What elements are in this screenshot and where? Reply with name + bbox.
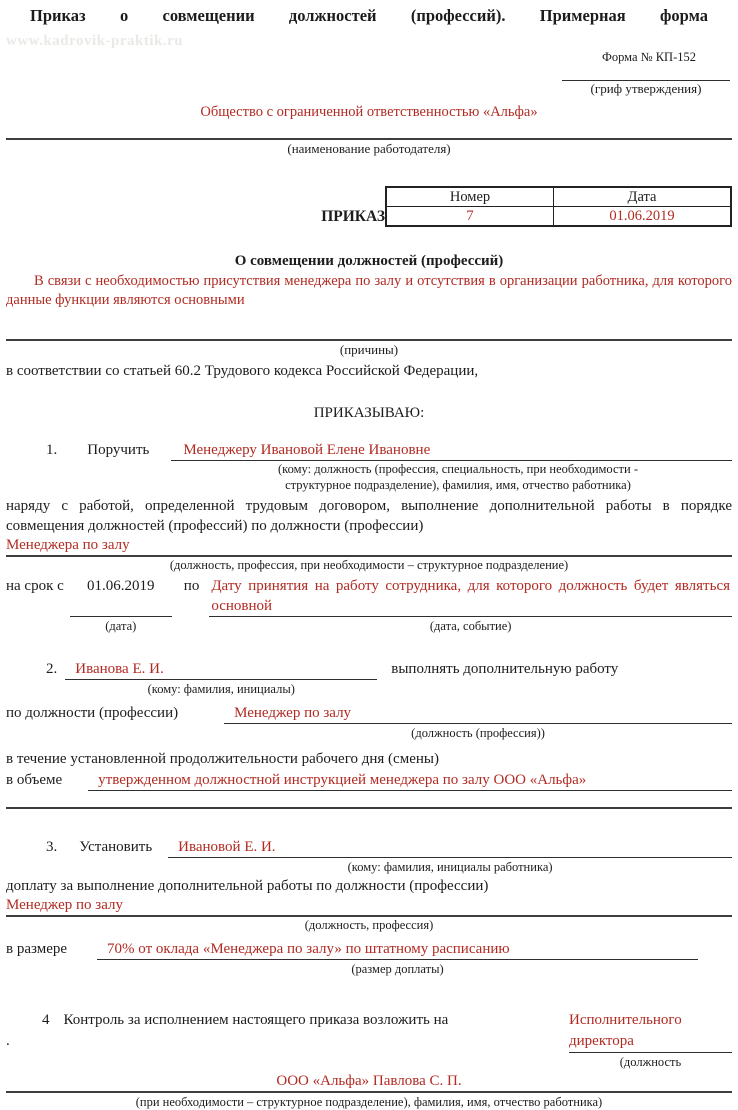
- item3-amount-caption: (размер доплаты): [351, 962, 444, 976]
- item2-name-caption: (кому: фамилия, инициалы): [147, 682, 295, 696]
- page-title: Приказ о совмещении должностей (профессий). Примерная форма: [30, 6, 708, 25]
- item4-controller-value: Исполнительного директора: [569, 1010, 732, 1053]
- item1-number: 1.: [46, 442, 58, 458]
- item2-position-caption: (должность (профессия)): [411, 726, 545, 740]
- item1-assignee-caption-line1: (кому: должность (профессия, специальность, при необходимости -: [278, 462, 638, 476]
- order-label: ПРИКАЗ: [321, 208, 385, 225]
- item3-amount-field: [97, 939, 698, 977]
- item1-row: [6, 440, 732, 461]
- approval-blank-line: [562, 67, 730, 81]
- item2-volume-field: [88, 770, 732, 791]
- item2-volume-label: в объеме: [6, 772, 63, 788]
- item2-tail-text: выполнять дополнительную работу: [391, 661, 619, 677]
- item2-position-row: [6, 703, 732, 741]
- item4-org-person: ООО «Альфа» Павлова С. П.: [276, 1073, 462, 1089]
- item2-position-field: [224, 703, 732, 741]
- item3-amount-value: 70% от оклада «Менеджера по залу» по штатному расписанию: [97, 939, 698, 960]
- term-from-field: [70, 576, 172, 634]
- item3-name-value: Ивановой Е. И.: [168, 837, 732, 858]
- item4-number: 4: [42, 1012, 50, 1028]
- item2-name-field: [65, 659, 377, 697]
- item2-position-value: Менеджер по залу: [224, 703, 732, 724]
- item2-position-label: по должности (профессии): [6, 705, 179, 721]
- order-number-value: 7: [386, 207, 554, 227]
- term-to-label: по: [183, 578, 200, 594]
- item3-verb: Установить: [79, 839, 153, 855]
- item3-position-caption: (должность, профессия): [304, 918, 434, 932]
- item3-amount-label: в размере: [6, 941, 68, 957]
- term-from-value: 01.06.2019: [70, 576, 172, 617]
- item1-term-row: [6, 576, 732, 634]
- item2-row: [6, 659, 732, 697]
- item1-verb: Поручить: [87, 442, 150, 458]
- item3-number: 3.: [46, 839, 58, 855]
- item3-body: доплату за выполнение дополнительной работы по должности (профессии): [6, 878, 489, 894]
- approval-caption: (гриф утверждения): [590, 81, 702, 96]
- approval-field: [562, 67, 730, 97]
- table-header-row: [386, 187, 731, 207]
- employer-underline: [6, 138, 732, 140]
- item2-name-value: Иванова Е. И.: [65, 659, 377, 680]
- item1-position-field: [6, 536, 732, 555]
- watermark: www.kadrovik-praktik.ru: [6, 33, 184, 49]
- item2-volume-row: [6, 770, 732, 791]
- item4-controller-caption: (должность: [619, 1055, 682, 1069]
- resolution-word: ПРИКАЗЫВАЮ:: [313, 405, 425, 421]
- order-date-value: 01.06.2019: [554, 207, 732, 227]
- reason-underline: [6, 339, 732, 341]
- item4-controller-field: [569, 1010, 732, 1070]
- employer-name: Общество с ограниченной ответственностью «Альфа»: [200, 104, 538, 120]
- item3-name-field: [168, 837, 732, 875]
- col-header-number: Номер: [386, 187, 554, 207]
- legal-basis: в соответствии со статьей 60.2 Трудового кодекса Российской Федерации,: [6, 363, 479, 379]
- order-header: [6, 186, 732, 227]
- order-number-date-table: [385, 186, 732, 227]
- employer-caption: (наименование работодателя): [287, 141, 451, 156]
- form-code: Форма № КП-152: [601, 50, 696, 64]
- col-header-date: Дата: [554, 187, 732, 207]
- item3-position-field: [6, 896, 732, 915]
- term-label: на срок с: [6, 578, 64, 594]
- item4-body: Контроль за исполнением настоящего приказа возложить на: [63, 1012, 449, 1028]
- item1-position-caption: (должность, профессия, при необходимости – структурное подразделение): [169, 558, 569, 572]
- item3-amount-row: [6, 939, 732, 977]
- table-value-row: [386, 207, 731, 227]
- item4-row: [6, 1010, 732, 1070]
- reason-caption: (причины): [339, 342, 399, 357]
- item1-body: наряду с работой, определенной трудовым договором, выполнение дополнительной работы в порядке совмещения должностей (профессий) по должности (профессии): [6, 498, 732, 534]
- item2-number: 2.: [46, 661, 58, 677]
- reason-value: В связи с необходимостью присутствия менеджера по залу и отсутствия в организации работника, для которого данные функции являются основными: [6, 273, 732, 308]
- item1-position-value: Менеджера по залу: [6, 537, 130, 553]
- item1-assignee-field: Менеджеру Ивановой Елене Ивановне: [171, 440, 732, 461]
- order-subject: О совмещении должностей (профессий): [234, 253, 504, 269]
- section-divider-line: [6, 807, 732, 809]
- item3-name-caption: (кому: фамилия, инициалы работника): [347, 860, 553, 874]
- item3-row: [6, 837, 732, 875]
- item2-duration-text: в течение установленной продолжительности рабочего дня (смены): [6, 751, 439, 767]
- item2-volume-value: утвержденном должностной инструкцией менеджера по залу ООО «Альфа»: [88, 770, 732, 791]
- item4-trailing-period: .: [6, 1033, 10, 1049]
- item4-body-block: [6, 1010, 559, 1052]
- final-caption: (при необходимости – структурное подразделение), фамилия, имя, отчество работника): [135, 1095, 603, 1109]
- term-to-caption: (дата, событие): [429, 619, 512, 633]
- item3-position-value: Менеджер по залу: [6, 897, 123, 913]
- item1-assignee-caption-line2: структурное подразделение), фамилия, имя, отчество работника): [285, 477, 631, 492]
- final-underline: [6, 1091, 732, 1093]
- term-to-value: Дату принятия на работу сотрудника, для которого должность будет являться основной: [209, 576, 732, 617]
- item1-assignee-caption: [184, 462, 732, 493]
- term-from-caption: (дата): [105, 619, 137, 633]
- term-to-field: [209, 576, 732, 634]
